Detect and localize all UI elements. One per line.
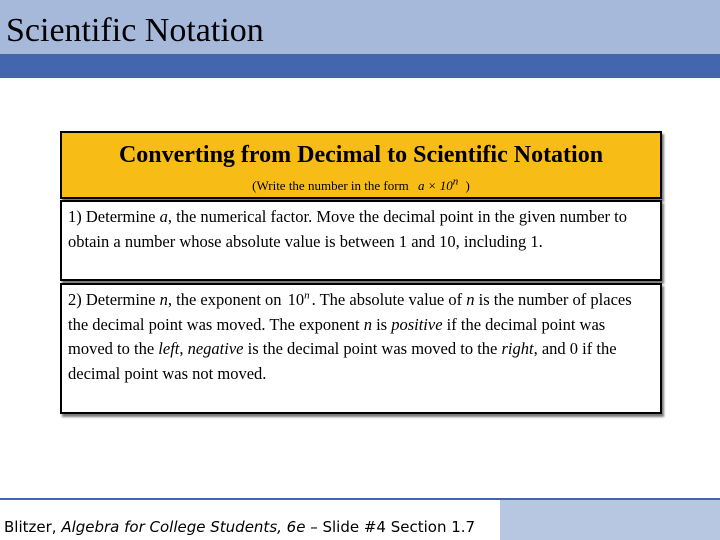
footer-label	[0, 498, 500, 540]
power-exponent: n	[304, 289, 310, 302]
power-base: 10	[287, 290, 305, 309]
step2-text-8: is the decimal point was moved to the	[243, 339, 502, 358]
accent-stripe	[0, 54, 720, 78]
step2-text-7: ,	[179, 339, 188, 358]
step2-var-n-2: n	[466, 290, 475, 309]
step2-negative: negative	[187, 339, 244, 358]
footer-prefix: Blitzer,	[4, 518, 62, 536]
step2-var-n-3: n	[363, 314, 372, 334]
formula-a-times-ten-n	[417, 175, 459, 193]
subheading-prefix: (Write the number in the form	[252, 178, 409, 193]
heading-box	[60, 131, 662, 199]
step1-var-a: a	[159, 207, 168, 226]
footer-book-title: Algebra for College Students, 6e	[61, 518, 306, 536]
step1-text-1: 1) Determine	[68, 207, 160, 226]
step2-text-5: is	[371, 314, 392, 334]
step2-left: left	[158, 339, 180, 358]
heading-title: Converting from Decimal to Scientific Notation	[118, 142, 604, 168]
title-bar	[0, 0, 720, 54]
step2-positive: positive	[391, 314, 443, 334]
step2-text-6: if the decimal point was moved to the	[68, 314, 606, 358]
step2-text-4: is the number of places the decimal point was moved. The exponent	[68, 290, 632, 334]
footer-suffix: – Slide #4 Section 1.7	[305, 518, 476, 536]
step2-text-2: , the exponent on	[167, 290, 286, 309]
step1-text-2: , the numerical factor. Move the decimal point in the given number to obtain a number whose absolute value is between 1 and 10, including 1.	[68, 207, 628, 251]
step2-text-3: . The absolute value of	[311, 290, 467, 309]
power-of-ten	[288, 290, 310, 309]
footer-bar	[0, 498, 720, 540]
footer-citation	[4, 518, 475, 536]
heading-subtitle	[62, 175, 660, 194]
step2-text-9: , and 0 if the decimal point was not moved.	[68, 339, 617, 383]
formula-base: a × 10	[417, 178, 453, 193]
step2-var-n: n	[159, 290, 168, 309]
subheading-suffix: )	[465, 178, 470, 193]
footer-divider	[500, 498, 720, 500]
step-2-box	[60, 283, 662, 414]
step2-text-1: 2) Determine	[68, 290, 160, 309]
formula-exponent: n	[452, 175, 459, 188]
slide-title: Scientific Notation	[6, 12, 264, 49]
step-1-box	[60, 200, 662, 281]
step2-right: right	[501, 339, 534, 358]
